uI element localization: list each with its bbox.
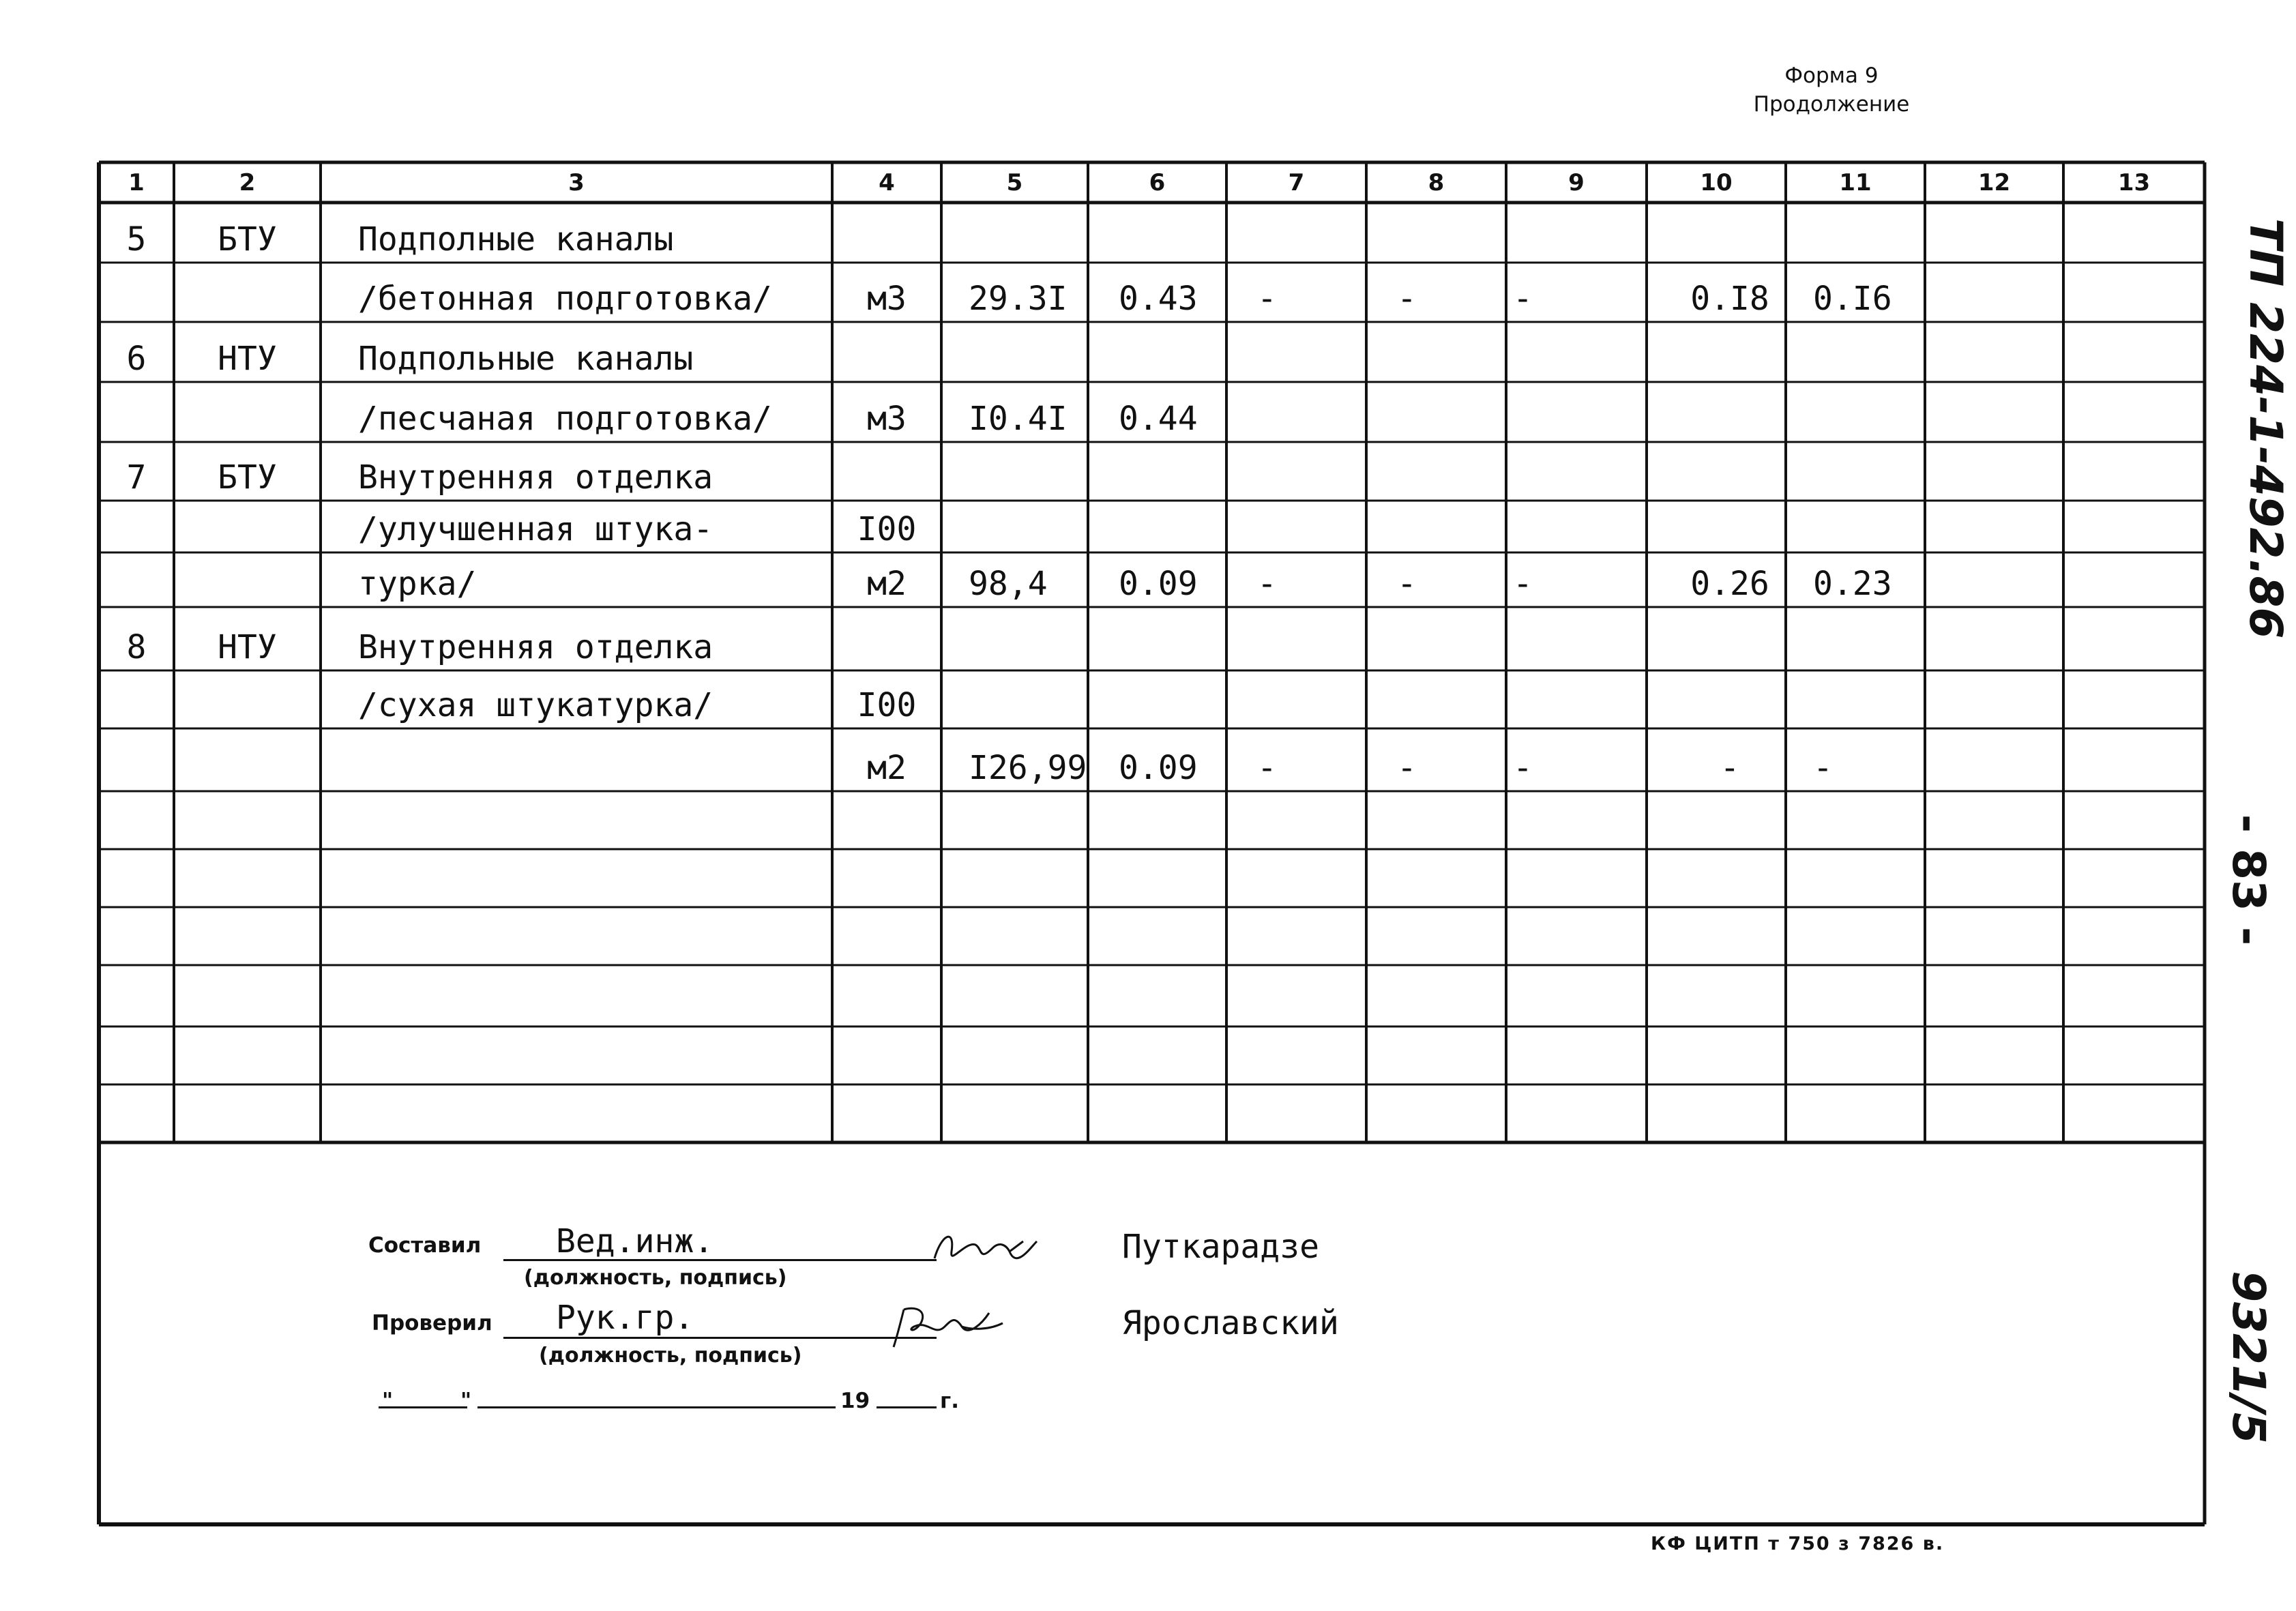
table-cell-col4: I00 <box>857 686 917 724</box>
table-cell-col1: 8 <box>126 628 147 666</box>
column-number: 6 <box>1149 169 1166 196</box>
compiled-position: Вед.инж. <box>556 1222 714 1260</box>
form-label: Форма 9 <box>1784 63 1879 88</box>
table-cell-col6: 0.44 <box>1119 400 1198 438</box>
table-cell-col1: 5 <box>126 220 147 258</box>
table-cell-col3: Внутренняя отделка <box>358 458 713 497</box>
column-number: 5 <box>1006 169 1023 196</box>
table-cell-col8: - <box>1397 280 1417 318</box>
table-cell-col4: м3 <box>867 280 907 318</box>
table-cell-col11: - <box>1813 749 1833 787</box>
column-number: 3 <box>568 169 585 196</box>
table-cell-col6: 0.09 <box>1119 565 1198 603</box>
table-cell-col3: /бетонная подготовка/ <box>358 280 772 318</box>
table-cell-col4: м3 <box>867 400 907 438</box>
table-cell-col3: турка/ <box>358 565 477 603</box>
column-number: 4 <box>879 169 895 196</box>
table-cell-col8: - <box>1397 565 1417 603</box>
table-cell-col4: I00 <box>857 510 917 548</box>
table-cell-col3: Внутренняя отделка <box>358 628 713 666</box>
column-number: 2 <box>239 169 256 196</box>
compiled-label: Составил <box>368 1233 482 1258</box>
table-cell-col10: - <box>1720 749 1740 787</box>
compiled-position-hint: (должность, подпись) <box>524 1266 787 1290</box>
checked-position-hint: (должность, подпись) <box>539 1344 802 1368</box>
table-cell-col3: /песчаная подготовка/ <box>358 400 772 438</box>
table-cell-col10: 0.26 <box>1690 565 1769 603</box>
table-cell-col9: - <box>1513 749 1533 787</box>
table-cell-col2: НТУ <box>218 628 277 666</box>
date-close-quote: " <box>460 1389 472 1413</box>
table-cell-col5: 98,4 <box>969 565 1048 603</box>
table-cell-col7: - <box>1257 565 1277 603</box>
column-number: 7 <box>1288 169 1305 196</box>
table-cell-col5: I0.4I <box>969 400 1068 438</box>
date-year-prefix: 19 <box>840 1389 870 1413</box>
date-year-line <box>877 1406 937 1408</box>
table-cell-col7: - <box>1257 280 1277 318</box>
side-sheet-number: 9321/5 <box>2222 1271 2275 1444</box>
continuation-label: Продолжение <box>1753 92 1910 117</box>
compiled-signature <box>928 1221 1044 1275</box>
table-cell-col3: /улучшенная штука- <box>358 510 713 548</box>
table-cell-col6: 0.43 <box>1119 280 1198 318</box>
table-cell-col9: - <box>1513 565 1533 603</box>
date-open-quote: " <box>382 1389 394 1413</box>
table-cell-col2: НТУ <box>218 340 277 378</box>
column-number: 1 <box>128 169 145 196</box>
table-cell-col3: Подпольные каналы <box>358 340 694 378</box>
checked-name: Ярославский <box>1122 1304 1339 1342</box>
table-cell-col5: 29.3I <box>969 280 1068 318</box>
side-page-number: - 83 - <box>2222 814 2275 946</box>
column-number: 8 <box>1428 169 1445 196</box>
table-cell-col11: 0.23 <box>1813 565 1892 603</box>
compiled-name: Путкарадзе <box>1122 1228 1319 1266</box>
table-cell-col2: БТУ <box>218 220 277 258</box>
table-cell-col4: м2 <box>867 749 907 787</box>
table-cell-col7: - <box>1257 749 1277 787</box>
checked-label: Проверил <box>372 1311 492 1335</box>
table-cell-col10: 0.I8 <box>1690 280 1769 318</box>
date-year-suffix: г. <box>940 1389 959 1413</box>
date-month-line <box>477 1406 836 1408</box>
side-doc-code: ТП 224-1-492.86 <box>2239 218 2292 639</box>
table-cell-col1: 6 <box>126 340 147 378</box>
checked-signature <box>887 1296 1010 1357</box>
column-number: 9 <box>1568 169 1585 196</box>
column-number: 10 <box>1700 169 1733 196</box>
column-number: 11 <box>1839 169 1872 196</box>
table-cell-col8: - <box>1397 749 1417 787</box>
compiled-position-line <box>503 1259 937 1261</box>
checked-position: Рук.гр. <box>556 1299 694 1337</box>
footer-print-code: КФ ЦИТП т 750 з 7826 в. <box>1651 1533 1945 1554</box>
checked-position-line <box>503 1337 937 1339</box>
table-cell-col2: БТУ <box>218 458 277 497</box>
table-cell-col9: - <box>1513 280 1533 318</box>
table-cell-col3: Подполные каналы <box>358 220 674 258</box>
table-cell-col11: 0.I6 <box>1813 280 1892 318</box>
table-cell-col3: /сухая штукатурка/ <box>358 686 713 724</box>
table-cell-col6: 0.09 <box>1119 749 1198 787</box>
table-cell-col4: м2 <box>867 565 907 603</box>
column-number: 13 <box>2117 169 2151 196</box>
table-cell-col5: I26,99 <box>969 749 1087 787</box>
table-cell-col1: 7 <box>126 458 147 497</box>
column-number: 12 <box>1977 169 2011 196</box>
